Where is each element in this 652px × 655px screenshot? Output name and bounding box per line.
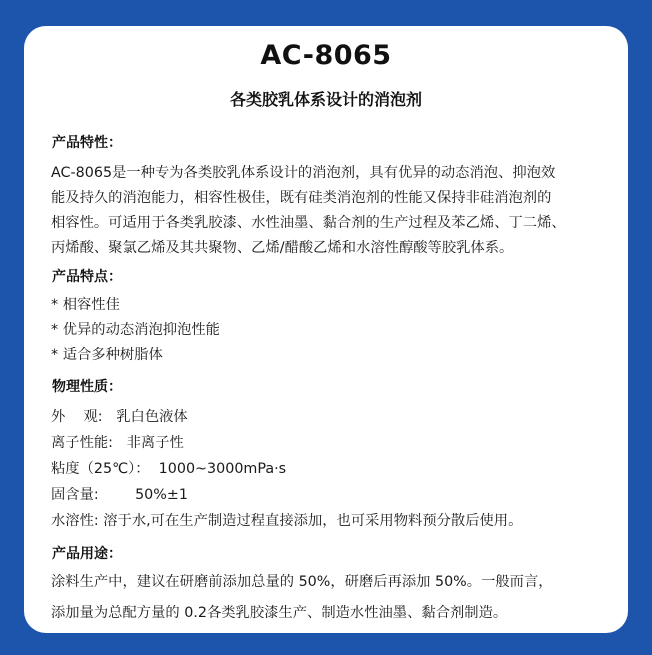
feature-item: * 相容性佳 (51, 297, 120, 313)
properties-line: 能及持久的消泡能力，相容性极佳，既有硅类消泡剂的性能又保持非硅消泡剂的 (51, 190, 552, 206)
product-title: AC-8065 (260, 40, 392, 71)
product-card (24, 26, 628, 633)
physical-row: 固含量: 50%±1 (51, 487, 188, 503)
properties-heading: 产品特性： (52, 135, 122, 151)
properties-line: AC-8065是一种专为各类胶乳体系设计的消泡剂，具有优异的动态消泡、抑泡效 (51, 165, 556, 181)
usage-line: 涂料生产中，建议在研磨前添加总量的 50%，研磨后再添加 50%。一般而言， (51, 574, 553, 590)
top-strip (0, 0, 652, 4)
physical-row: 外 观: 乳白色液体 (51, 409, 188, 425)
physical-row: 离子性能: 非离子性 (51, 435, 184, 451)
physical-row: 粘度（25℃）： 1000~3000mPa·s (51, 461, 287, 477)
properties-line: 丙烯酸、聚氯乙烯及其共聚物、乙烯/醋酸乙烯和水溶性醇酸等胶乳体系。 (51, 240, 514, 256)
properties-line: 相容性。可适用于各类乳胶漆、水性油墨、黏合剂的生产过程及苯乙烯、丁二烯、 (51, 215, 566, 231)
product-subtitle: 各类胶乳体系设计的消泡剂 (229, 90, 422, 109)
feature-item: * 适合多种树脂体 (51, 347, 163, 363)
features-heading: 产品特点： (52, 269, 122, 285)
physical-heading: 物理性质： (52, 379, 122, 395)
usage-line: 添加量为总配方量的 0.2各类乳胶漆生产、制造水性油墨、黏合剂制造。 (51, 605, 508, 621)
feature-item: * 优异的动态消泡抑泡性能 (51, 322, 220, 338)
usage-heading: 产品用途： (52, 546, 122, 562)
physical-row: 水溶性: 溶于水,可在生产制造过程直接添加，也可采用物料预分散后使用。 (51, 513, 523, 529)
